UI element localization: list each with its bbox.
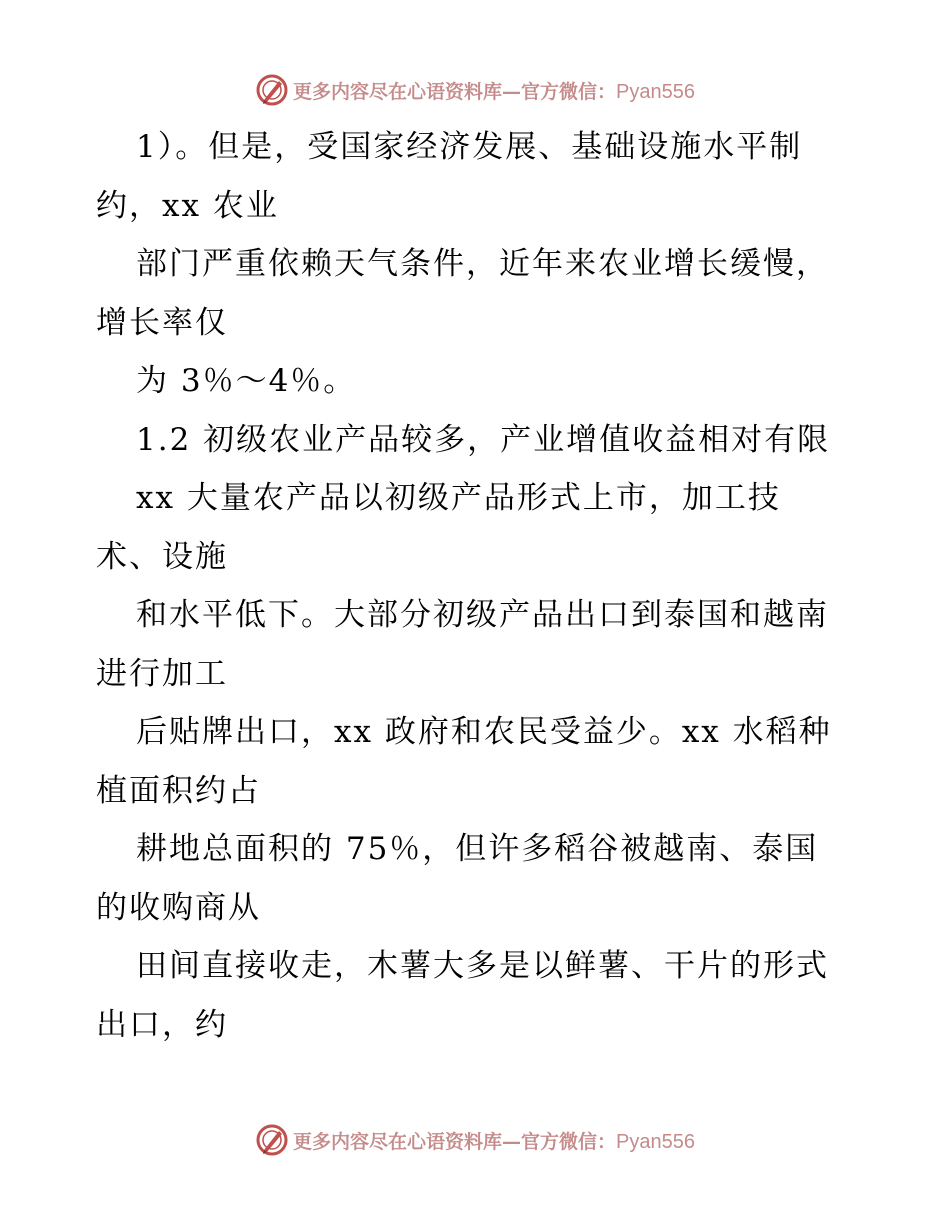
text-line: 后贴牌出口，xx 政府和农民受益少。xx 水稻种 (136, 714, 832, 750)
pen-circle-logo-icon (255, 73, 289, 107)
text-line: 出口，约 (96, 1006, 228, 1043)
text-line: xx 大量农产品以初级产品形式上市，加工技 (136, 480, 781, 516)
text-line: 为 3％～4％。 (136, 363, 357, 399)
text-line: 耕地总面积的 75％，但许多稻谷被越南、泰国 (136, 831, 819, 867)
text-line: 1）。但是，受国家经济发展、基础设施水平制 (136, 129, 803, 165)
watermark-text: 更多内容尽在心语资料库—官方微信：Pyan556 (293, 1130, 695, 1153)
text-line: 部门严重依赖天气条件，近年来农业增长缓慢， (136, 246, 829, 282)
text-line: 增长率仅 (96, 304, 228, 341)
text-line: 植面积约占 (96, 772, 261, 809)
text-line: 的收购商从 (96, 889, 261, 926)
text-line: 进行加工 (96, 655, 228, 692)
text-line: 和水平低下。大部分初级产品出口到泰国和越南 (136, 597, 829, 633)
watermark-text: 更多内容尽在心语资料库—官方微信：Pyan556 (293, 80, 695, 103)
document-body (96, 118, 866, 1054)
footer-watermark (0, 1120, 950, 1160)
text-line: 田间直接收走，木薯大多是以鲜薯、干片的形式 (136, 948, 829, 984)
text-line: 1.2 初级农业产品较多，产业增值收益相对有限 (136, 421, 831, 458)
pen-circle-logo-icon (255, 1123, 289, 1157)
text-line: 约，xx 农业 (96, 187, 279, 224)
text-line: 术、设施 (96, 538, 228, 575)
header-watermark (0, 70, 950, 110)
